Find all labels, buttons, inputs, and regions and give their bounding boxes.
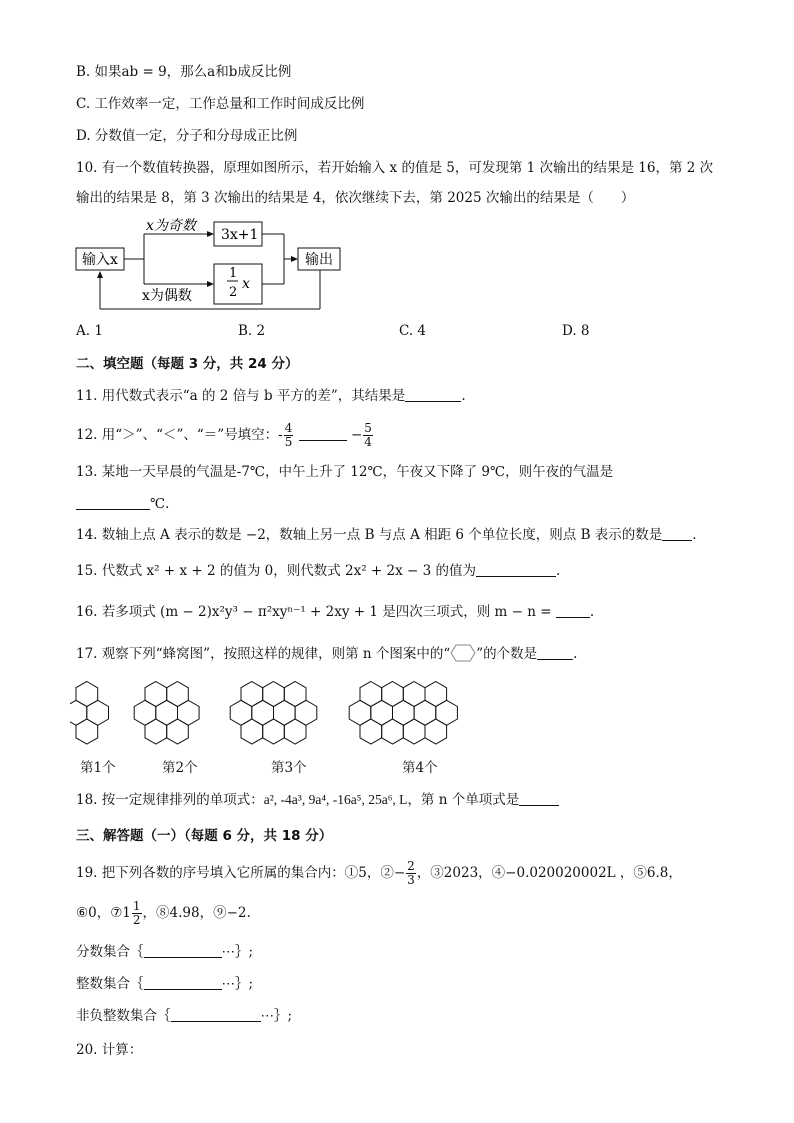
q16: 16. 若多项式 (m − 2)x²y³ − π²xyⁿ⁻¹ + 2xy + 1 是四次三项式，则 m − n = . [76, 604, 595, 620]
set-integers-blank[interactable] [144, 975, 222, 990]
honeycomb-3-cell [274, 700, 296, 725]
q10-line1: 10. 有一个数值转换器，原理如图所示，若开始输入 x 的值是 5，可发现第 1 次输出的结果是 16，第 2 次 [76, 160, 714, 176]
honeycomb-3-cell [252, 700, 274, 725]
honeycomb-1-cell [87, 700, 109, 725]
q19-line2: ⑥0，⑦1 $\frac{1}{2}$ ，⑧4.98，⑨−2. [76, 899, 251, 927]
honeycomb-label-2: 第2个 [162, 760, 198, 776]
honeycomb-4-cell [382, 719, 404, 744]
honeycomb-4-cell [360, 719, 382, 744]
honeycomb-4-cell [393, 700, 415, 725]
honeycomb-2-cell [156, 700, 178, 725]
honeycomb-3-cell [230, 700, 252, 725]
q13-answer-blank[interactable] [76, 495, 150, 510]
odd-label: x为奇数 [146, 218, 196, 234]
honeycomb-label-4: 第4个 [402, 760, 438, 776]
hexagon-icon [450, 644, 476, 662]
section-3-heading: 三、解答题（一）（每题 6 分，共 18 分） [76, 828, 333, 844]
q10-option-a: A. 1 [76, 323, 103, 339]
q19-set-fractions: 分数集合｛ ⋯｝; [76, 944, 254, 960]
honeycomb-1-cell [76, 682, 98, 707]
q10-option-b: B. 2 [238, 323, 266, 339]
q10-option-d: D. 8 [562, 323, 590, 339]
honeycomb-3-cell [241, 719, 263, 744]
even-frac-num: 1 [229, 266, 238, 281]
even-op-box [214, 264, 262, 304]
set-fractions-blank[interactable] [144, 943, 222, 958]
q11: 11. 用代数式表示“a 的 2 倍与 b 平方的差”，其结果是 . [76, 388, 466, 404]
honeycomb-3-cell [284, 682, 306, 707]
input-label: 输入x [82, 252, 118, 268]
q13-line2: ℃. [76, 494, 169, 514]
honeycomb-2-cell [145, 682, 167, 707]
honeycomb-4-cell [371, 700, 393, 725]
honeycomb-1-cell [76, 719, 98, 744]
q10-line2: 输出的结果是 8，第 3 次输出的结果是 4，依次继续下去，第 2025 次输出的结果是（ ） [76, 190, 635, 206]
q13-line1: 13. 某地一天早晨的气温是-7℃，中午上升了 12℃，午夜又下降了 9℃，则午夜的气温是 [76, 464, 614, 480]
honeycomb-3-cell [263, 719, 285, 744]
set-nonneg-integers-blank[interactable] [171, 1007, 261, 1022]
q17: 17. 观察下列“蜂窝图”，按照这样的规律，则第 n 个图案中的“ ”的个数是 . [76, 646, 578, 662]
honeycomb-4-cell [382, 682, 404, 707]
honeycomb-3-cell [241, 682, 263, 707]
honeycomb-4-cell [349, 700, 371, 725]
q16-answer-blank[interactable] [556, 603, 590, 618]
honeycomb-4-cell [403, 682, 425, 707]
honeycomb-4-cell [403, 719, 425, 744]
q14-answer-blank[interactable] [662, 526, 692, 541]
honeycomb-2-cell [178, 700, 200, 725]
honeycomb-label-3: 第3个 [271, 760, 307, 776]
section-2-heading: 二、填空题（每题 3 分，共 24 分） [76, 356, 299, 372]
honeycomb-3-cell [263, 682, 285, 707]
honeycomb-label-1: 第1个 [80, 760, 116, 776]
q20: 20. 计算： [76, 1042, 143, 1058]
honeycomb-4-cell [436, 700, 458, 725]
honeycomb-2-cell [167, 682, 189, 707]
q11-answer-blank[interactable] [405, 387, 461, 402]
even-var: x [242, 276, 250, 292]
honeycomb-4-cell [414, 700, 436, 725]
honeycomb-3-cell [295, 700, 317, 725]
even-frac-den: 2 [229, 285, 238, 300]
honeycomb-2-cell [134, 700, 156, 725]
q9-option-c: C. 工作效率一定，工作总量和工作时间成反比例 [76, 96, 365, 112]
q9-option-b: B. 如果ab = 9，那么a和b成反比例 [76, 64, 292, 80]
q18: 18. 按一定规律排列的单项式：a², -4a³, 9a⁴, -16a⁵, 25a⁶, L，第 n 个单项式是 [76, 790, 559, 810]
q19-line1: 19. 把下列各数的序号填入它所属的集合内：①5，②− $\frac{2}{3}$ ，③2023，④−0.020020002L ，⑤6.8， [76, 859, 682, 887]
q9-option-d: D. 分数值一定，分子和分母成正比例 [76, 128, 298, 144]
q18-answer-blank[interactable] [519, 791, 559, 806]
output-label: 输出 [305, 252, 333, 268]
honeycomb-1-cell [70, 700, 87, 725]
q14: 14. 数轴上点 A 表示的数是 −2，数轴上另一点 B 与点 A 相距 6 个单位长度，则点 B 表示的数是 . [76, 527, 697, 543]
q10-option-c: C. 4 [399, 323, 427, 339]
q12-answer-blank[interactable] [299, 426, 347, 441]
even-label: x为偶数 [142, 288, 192, 304]
q19-set-integers: 整数集合｛ ⋯｝; [76, 976, 254, 992]
honeycomb-4-cell [425, 719, 447, 744]
honeycomb-4-cell [360, 682, 382, 707]
honeycomb-2-cell [145, 719, 167, 744]
honeycomb-3-cell [284, 719, 306, 744]
converter-diagram [74, 216, 354, 316]
honeycomb-2-cell [167, 719, 189, 744]
q12: 12. 用“＞”、“＜”、“＝”号填空：- $\frac{4}{5}$ − $\frac{5}{4}$ [76, 421, 372, 449]
odd-op-label: 3x+1 [221, 227, 259, 243]
q15: 15. 代数式 x² + x + 2 的值为 0，则代数式 2x² + 2x − 3 的值为 . [76, 563, 561, 579]
q17-answer-blank[interactable] [537, 645, 573, 660]
honeycomb-4-cell [425, 682, 447, 707]
q19-set-nonneg-integers: 非负整数集合｛ ⋯｝; [76, 1008, 293, 1024]
q15-answer-blank[interactable] [476, 562, 556, 577]
